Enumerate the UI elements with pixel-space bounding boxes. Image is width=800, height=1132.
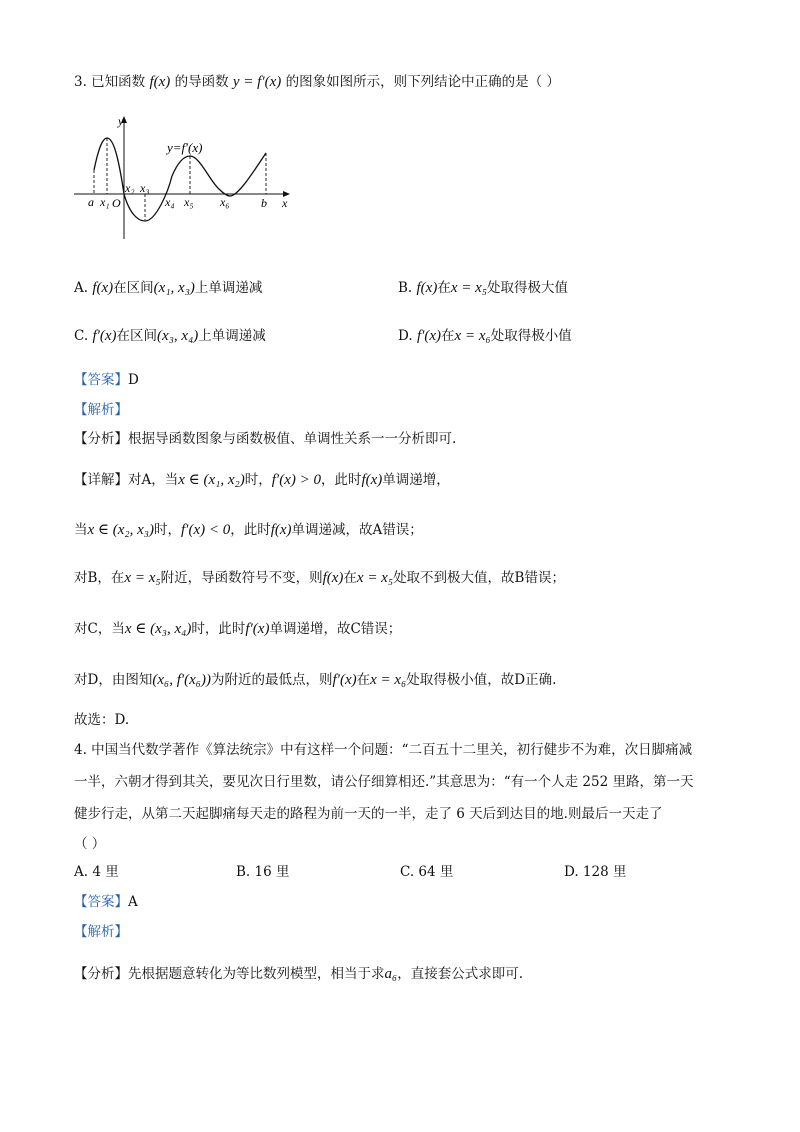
q3-option-d — [398, 326, 572, 346]
fenxi-tag: 【分析】 — [74, 966, 128, 982]
detail-math: x = x₅ — [356, 570, 394, 586]
fenxi-text: 根据导函数图象与函数极值、单调性关系一一分析即可. — [128, 431, 457, 447]
q4-fenxi — [74, 964, 523, 984]
q3-detail-5 — [74, 670, 556, 690]
q3-stem — [74, 72, 560, 92]
detail-math: f(x) — [270, 522, 292, 538]
q3-detail-4 — [74, 619, 401, 639]
detail-text: 时，此时 — [191, 621, 246, 637]
detail-math: x = x₅ — [124, 570, 161, 586]
option-text: 上单调递减 — [194, 280, 263, 296]
q3-stem-fx: f(x) — [149, 74, 171, 90]
q4-line-3 — [74, 804, 662, 824]
q3-stem-mid: 的导函数 — [174, 74, 229, 90]
option-math: f(x) — [92, 280, 114, 296]
option-math: f′(x) — [416, 328, 442, 344]
graph-label-x3: x₃ — [140, 181, 150, 195]
detail-text: 对A，当 — [128, 472, 179, 488]
jiexi-tag: 【解析】 — [74, 924, 128, 940]
derivative-graph — [72, 112, 302, 244]
detail-text: 处取不到极大值，故B错误； — [393, 570, 565, 586]
q4-answer — [74, 892, 138, 912]
detail-math: x ∈ (x₁, x₂) — [178, 472, 245, 488]
option-letter: D. — [398, 328, 413, 344]
answer-value: A — [128, 894, 138, 910]
q4-text: 一半，六朝才得到其关，要见次日行里数，请公仔细算相还.”其意思为：“有一个人走 252 里路，第一天 — [74, 774, 694, 790]
fenxi-text: ，直接套公式求即可. — [397, 966, 524, 982]
q3-fenxi — [74, 429, 456, 449]
q3-option-c — [74, 326, 266, 346]
graph-y-axis-label: y — [118, 114, 124, 128]
detail-math: f(x) — [361, 472, 383, 488]
detail-math: (x₆, f′(x₆)) — [152, 672, 212, 688]
q4-paren — [74, 834, 105, 854]
answer-tag: 【答案】 — [74, 894, 128, 910]
fenxi-text: 先根据题意转化为等比数列模型，相当于求 — [128, 966, 385, 982]
q4-line-1 — [74, 740, 692, 760]
option-text: 在区间 — [113, 280, 154, 296]
fenxi-math: a₆ — [384, 966, 398, 982]
q3-option-b — [398, 278, 568, 298]
option-text: 处取得极小值 — [490, 328, 572, 344]
graph-label-b: b — [261, 196, 267, 210]
option-math: x = x₆ — [454, 328, 491, 344]
option-text: 在区间 — [116, 328, 158, 344]
detail-math: f′(x) — [245, 621, 270, 637]
q3-stem-prefix: 3. 已知函数 — [74, 74, 146, 90]
detail-math: x ∈ (x₂, x₃) — [87, 522, 154, 538]
option-math: x = x₅ — [450, 280, 487, 296]
graph-label-x4: x₄ — [165, 195, 175, 209]
detail-text: 单调递增，故C错误； — [269, 621, 402, 637]
detail-text: 时， — [244, 472, 272, 488]
detail-text: 在 — [356, 672, 371, 688]
detail-text: 处取得极小值，故D正确. — [406, 672, 557, 688]
detail-text: 单调递增， — [382, 472, 450, 488]
option-text: B. 16 里 — [236, 864, 290, 880]
detail-math: f′(x) — [332, 672, 357, 688]
q4-text: 健步行走，从第二天起脚痛每天走的路程为前一天的一半，走了 6 天后到达目的地.则最后一天走了 — [74, 806, 663, 822]
option-text: 上单调递减 — [198, 328, 266, 344]
option-text: D. 128 里 — [564, 864, 627, 880]
choose-text: 故选：D. — [74, 712, 130, 728]
option-text: 在 — [437, 280, 451, 296]
q3-jiexi — [74, 400, 128, 420]
detail-math: f(x) — [322, 570, 344, 586]
detail-text: 在 — [343, 570, 357, 586]
option-letter: A. — [74, 280, 89, 296]
q3-option-a — [74, 278, 262, 298]
jiexi-tag: 【解析】 — [74, 402, 128, 418]
option-math: f′(x) — [92, 328, 117, 344]
q4-jiexi — [74, 922, 128, 942]
q4-option-a — [74, 862, 119, 882]
fenxi-tag: 【分析】 — [74, 431, 128, 447]
option-text: 处取得极大值 — [487, 280, 568, 296]
graph-label-x1: x₁ — [100, 195, 110, 209]
detail-math: x = x₆ — [370, 672, 407, 688]
detail-math: x ∈ (x₃, x₄) — [124, 621, 192, 637]
q4-option-c — [400, 862, 453, 882]
graph-label-x5: x₅ — [184, 195, 194, 209]
graph-label-x2: x₂ — [125, 181, 135, 195]
q3-stem-yfpx: y = f′(x) — [232, 74, 282, 90]
q3-answer — [74, 370, 139, 390]
option-letter: C. — [74, 328, 89, 344]
graph-label-origin: O — [112, 196, 121, 210]
detail-text: 当 — [74, 522, 88, 538]
option-math: (x₁, x₃) — [153, 280, 195, 296]
detail-math: f′(x) > 0 — [271, 472, 321, 488]
detail-text: 时， — [154, 522, 181, 538]
graph-x-axis-label: x — [282, 196, 288, 210]
answer-value: D — [128, 372, 139, 388]
option-text: 在 — [441, 328, 455, 344]
q4-paren-text: （ ） — [74, 836, 106, 852]
q4-line-2 — [74, 772, 693, 792]
q4-text: 4. 中国当代数学著作《算法统宗》中有这样一个问题：“二百五十二里关，初行健步不为难，次日脚痛减 — [74, 742, 693, 758]
q4-option-d — [564, 862, 626, 882]
option-letter: B. — [398, 280, 413, 296]
detail-math: f′(x) < 0 — [181, 522, 231, 538]
detail-text: 附近，导函数符号不变，则 — [160, 570, 323, 586]
graph-label-x6: x₆ — [220, 195, 230, 209]
option-text: C. 64 里 — [400, 864, 454, 880]
q3-detail-1 — [74, 470, 450, 490]
detail-tag: 【详解】 — [74, 472, 128, 488]
graph-curve-label: y=f′(x) — [167, 140, 203, 155]
q3-detail-3 — [74, 568, 565, 588]
option-math: (x₃, x₄) — [157, 328, 199, 344]
q3-choose — [74, 710, 129, 730]
detail-text: ，此时 — [320, 472, 362, 488]
detail-text: 对C，当 — [74, 621, 125, 637]
option-text: A. 4 里 — [74, 864, 119, 880]
detail-text: 对B，在 — [74, 570, 125, 586]
q3-detail-2 — [74, 520, 423, 540]
answer-tag: 【答案】 — [74, 372, 128, 388]
option-math: f(x) — [416, 280, 438, 296]
graph-label-a: a — [88, 195, 94, 209]
detail-text: 单调递减，故A错误； — [291, 522, 423, 538]
detail-text: ，此时 — [230, 522, 271, 538]
q3-stem-suffix: 的图象如图所示，则下列结论中正确的是（ ） — [285, 74, 560, 90]
detail-text: 对D，由图知 — [74, 672, 153, 688]
detail-text: 为附近的最低点，则 — [211, 672, 333, 688]
q4-option-b — [236, 862, 289, 882]
